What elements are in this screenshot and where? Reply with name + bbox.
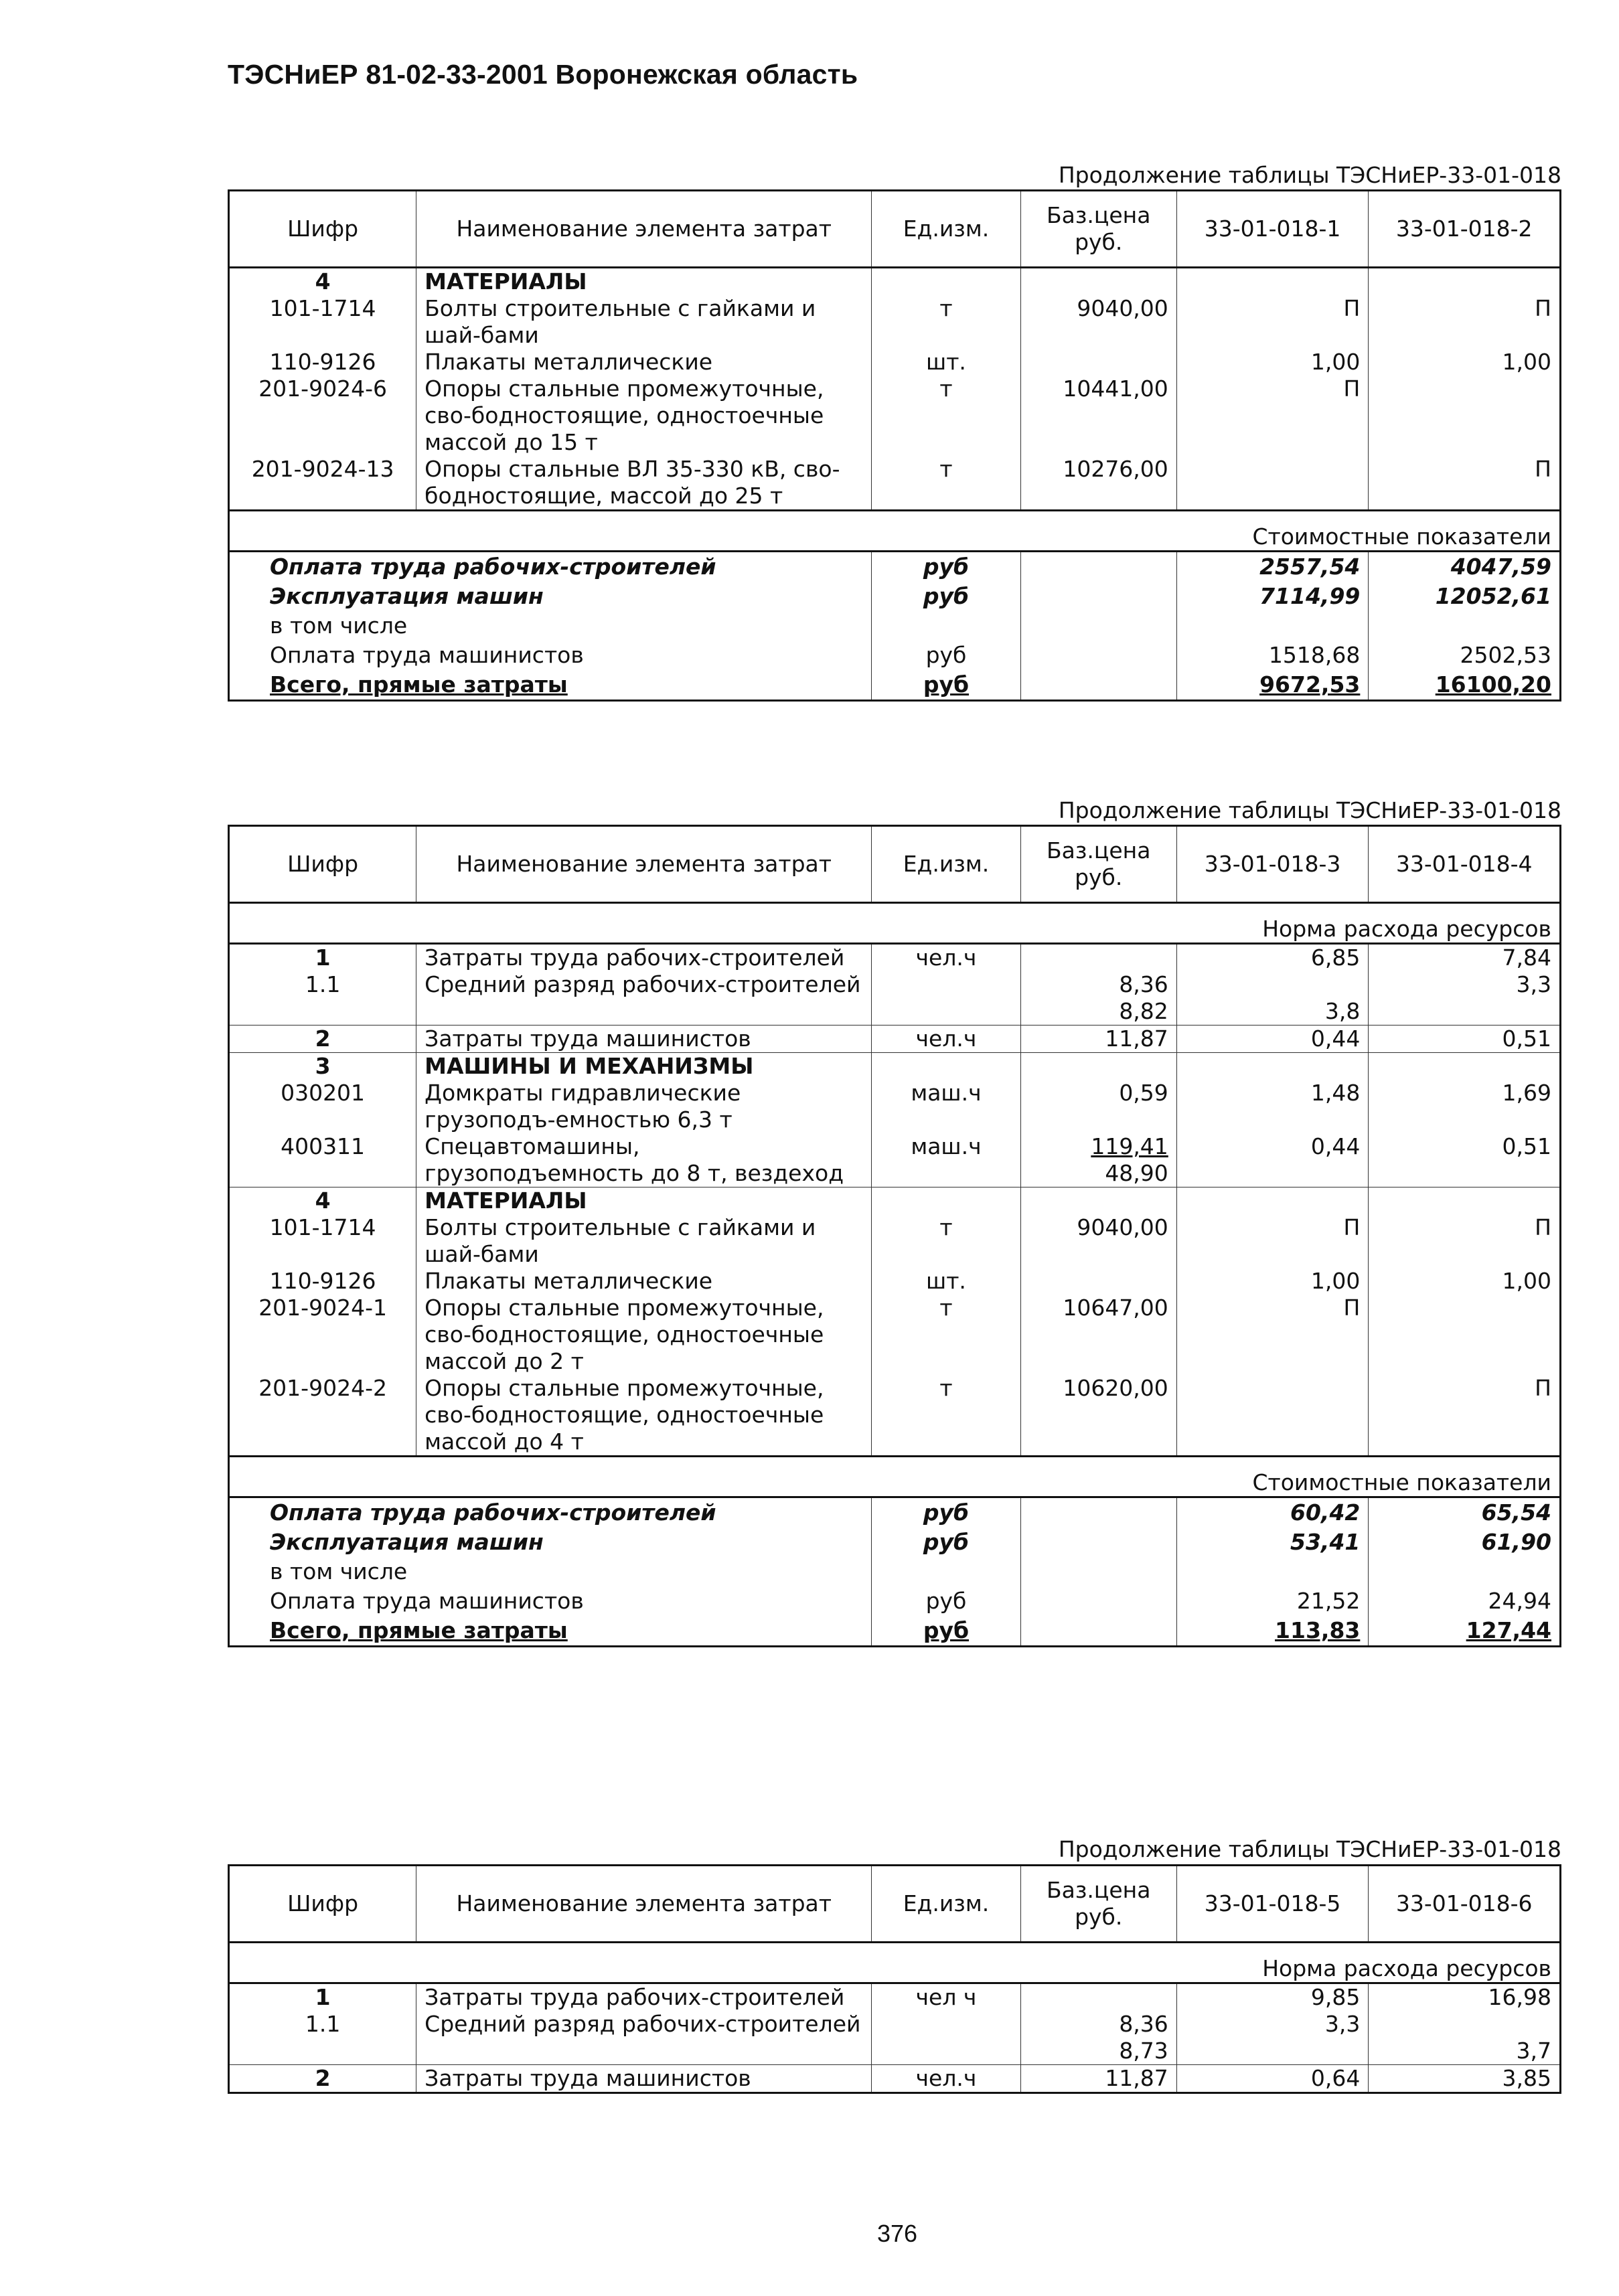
cost-col-a: 9672,53	[1176, 670, 1369, 701]
cell-code: 400311	[229, 1133, 416, 1187]
cost-row	[229, 582, 1561, 611]
cell-code: 1	[229, 944, 416, 972]
cell-unit: чел.ч	[872, 944, 1020, 972]
cost-table	[228, 189, 1561, 702]
cell-col-b: 7,84	[1369, 944, 1561, 972]
cell-name: Плакаты металлические	[416, 349, 872, 376]
cell-col-a: 0,44	[1176, 1026, 1369, 1053]
cost-label: Эксплуатация машин	[229, 1528, 872, 1557]
cell-col-a	[1176, 456, 1369, 511]
cost-unit: руб	[872, 1616, 1020, 1647]
cell-code: 201-9024-1	[229, 1295, 416, 1375]
cost-col-a: 60,42	[1176, 1497, 1369, 1528]
cost-band-row	[229, 1457, 1561, 1497]
section-row	[229, 1053, 1561, 1080]
cell-col-a: 0,64	[1176, 2065, 1369, 2093]
cell-col-a: 0,44	[1176, 1133, 1369, 1187]
cell-col-b: П	[1369, 456, 1561, 511]
header-price: Баз.цена руб.	[1020, 191, 1176, 268]
cell-name: Затраты труда рабочих-строителей	[416, 944, 872, 972]
cost-unit: руб	[872, 552, 1020, 582]
header-unit: Ед.изм.	[872, 1866, 1020, 1943]
cost-label: в том числе	[229, 1557, 872, 1586]
cell-col-b	[1369, 1295, 1561, 1375]
table-row	[229, 944, 1561, 972]
table-caption: Продолжение таблицы ТЭСНиЕР-33-01-018	[1058, 1836, 1561, 1862]
norm-band-row	[229, 1943, 1561, 1983]
cell-code: 201-9024-13	[229, 456, 416, 511]
cost-col-a: 53,41	[1176, 1528, 1369, 1557]
cell-price	[1020, 944, 1176, 972]
cell-code: 101-1714	[229, 1214, 416, 1268]
cell-col-a: П	[1176, 295, 1369, 349]
cost-unit: руб	[872, 641, 1020, 670]
table-row	[229, 2065, 1561, 2093]
cell-price: 11,87	[1020, 2065, 1176, 2093]
table-row	[229, 1295, 1561, 1375]
header-col-b: 33-01-018-6	[1369, 1866, 1561, 1943]
cost-row	[229, 552, 1561, 582]
cell-unit	[872, 2038, 1020, 2065]
cell-code: 2	[229, 2065, 416, 2093]
cell-unit: т	[872, 1214, 1020, 1268]
cell-name: Затраты труда рабочих-строителей	[416, 1983, 872, 2012]
section-number: 3	[229, 1053, 416, 1080]
cost-band-row	[229, 511, 1561, 552]
header-code: Шифр	[229, 826, 416, 903]
cell-col-b: 0,51	[1369, 1026, 1561, 1053]
header-col-a: 33-01-018-1	[1176, 191, 1369, 268]
cell-unit: шт.	[872, 349, 1020, 376]
cost-unit: руб	[872, 1586, 1020, 1616]
cell-code: 101-1714	[229, 295, 416, 349]
cell-col-a: 3,8	[1176, 998, 1369, 1026]
cost-label: Оплата труда машинистов	[229, 1586, 872, 1616]
cost-unit: руб	[872, 1528, 1020, 1557]
cell-unit: т	[872, 376, 1020, 456]
section-number: 4	[229, 268, 416, 296]
cell-price: 10620,00	[1020, 1375, 1176, 1457]
table-row	[229, 1026, 1561, 1053]
section-row	[229, 268, 1561, 296]
table-header-row	[229, 1866, 1561, 1943]
cost-label: Оплата труда машинистов	[229, 641, 872, 670]
cell-code: 201-9024-6	[229, 376, 416, 456]
cell-code: 1.1	[229, 2011, 416, 2038]
header-price: Баз.цена руб.	[1020, 826, 1176, 903]
section-title: МАШИНЫ И МЕХАНИЗМЫ	[416, 1053, 872, 1080]
header-name: Наименование элемента затрат	[416, 826, 872, 903]
cell-col-a: 9,85	[1176, 1983, 1369, 2012]
cell-code: 2	[229, 1026, 416, 1053]
cell-unit	[872, 971, 1020, 998]
cell-name: Средний разряд рабочих-строителей	[416, 971, 872, 998]
cost-band-label: Стоимостные показатели	[229, 511, 1561, 552]
cost-table	[228, 1864, 1561, 2094]
cell-price: 10276,00	[1020, 456, 1176, 511]
cost-band-label: Стоимостные показатели	[229, 1457, 1561, 1497]
cost-label: Всего, прямые затраты	[229, 1616, 872, 1647]
cell-name: Средний разряд рабочих-строителей	[416, 2011, 872, 2038]
cell-code: 201-9024-2	[229, 1375, 416, 1457]
cell-name: Опоры стальные промежуточные, сво-бодностоящие, одностоечные массой до 15 т	[416, 376, 872, 456]
cost-col-a: 21,52	[1176, 1586, 1369, 1616]
cost-unit: руб	[872, 582, 1020, 611]
header-unit: Ед.изм.	[872, 826, 1020, 903]
cell-code	[229, 998, 416, 1026]
header-col-a: 33-01-018-3	[1176, 826, 1369, 903]
cost-col-b: 16100,20	[1369, 670, 1561, 701]
cell-unit	[872, 2011, 1020, 2038]
cost-unit: руб	[872, 1497, 1020, 1528]
cost-col-b: 127,44	[1369, 1616, 1561, 1647]
table-row	[229, 971, 1561, 998]
cell-unit: маш.ч	[872, 1080, 1020, 1133]
cell-name: Домкраты гидравлические грузоподъ-емностью 6,3 т	[416, 1080, 872, 1133]
cost-label: Всего, прямые затраты	[229, 670, 872, 701]
header-name: Наименование элемента затрат	[416, 191, 872, 268]
cell-col-a: 3,3	[1176, 2011, 1369, 2038]
cell-col-b: П	[1369, 1375, 1561, 1457]
table-row	[229, 376, 1561, 456]
table-row	[229, 1214, 1561, 1268]
cell-col-b: П	[1369, 1214, 1561, 1268]
cell-name: Болты строительные с гайками и шай-бами	[416, 1214, 872, 1268]
section-number: 4	[229, 1187, 416, 1215]
cell-name: Спецавтомашины, грузоподъемность до 8 т, вездеход	[416, 1133, 872, 1187]
cell-name	[416, 2038, 872, 2065]
cost-col-b: 61,90	[1369, 1528, 1561, 1557]
cell-name: Опоры стальные ВЛ 35-330 кВ, сво-бодностоящие, массой до 25 т	[416, 456, 872, 511]
cost-row-total	[229, 670, 1561, 701]
cost-label: Оплата труда рабочих-строителей	[229, 552, 872, 582]
cell-price: 9040,00	[1020, 1214, 1176, 1268]
cell-code: 1	[229, 1983, 416, 2012]
header-code: Шифр	[229, 1866, 416, 1943]
table-row	[229, 295, 1561, 349]
cost-row	[229, 1528, 1561, 1557]
cell-name: Затраты труда машинистов	[416, 1026, 872, 1053]
table-row	[229, 1133, 1561, 1187]
cell-code: 030201	[229, 1080, 416, 1133]
page-number: 376	[877, 2220, 918, 2247]
cost-row	[229, 1557, 1561, 1586]
header-name: Наименование элемента затрат	[416, 1866, 872, 1943]
cell-price	[1020, 1983, 1176, 2012]
cell-col-b: 3,7	[1369, 2038, 1561, 2065]
cost-row	[229, 1497, 1561, 1528]
cost-row	[229, 1586, 1561, 1616]
cell-unit: т	[872, 456, 1020, 511]
table-row	[229, 2011, 1561, 2038]
table-header-row	[229, 826, 1561, 903]
cost-table	[228, 825, 1561, 1647]
cell-unit	[872, 998, 1020, 1026]
section-title: МАТЕРИАЛЫ	[416, 268, 872, 296]
cell-name: Плакаты металлические	[416, 1268, 872, 1295]
cell-unit: маш.ч	[872, 1133, 1020, 1187]
cell-name: Болты строительные с гайками и шай-бами	[416, 295, 872, 349]
cost-col-b: 4047,59	[1369, 552, 1561, 582]
cell-col-b	[1369, 998, 1561, 1026]
cost-label: в том числе	[229, 611, 872, 641]
norm-band-row	[229, 903, 1561, 944]
cell-price: 0,59	[1020, 1080, 1176, 1133]
cell-price	[1020, 1133, 1176, 1187]
cell-col-a: П	[1176, 1295, 1369, 1375]
cost-row-total	[229, 1616, 1561, 1647]
cost-col-b: 2502,53	[1369, 641, 1561, 670]
price-base: 119,41	[1091, 1133, 1168, 1159]
cell-col-b	[1369, 2011, 1561, 2038]
cell-col-a	[1176, 1375, 1369, 1457]
cell-col-a: П	[1176, 1214, 1369, 1268]
norm-band-label: Норма расхода ресурсов	[229, 1943, 1561, 1983]
cell-code	[229, 2038, 416, 2065]
table-header-row	[229, 191, 1561, 268]
norm-band-label: Норма расхода ресурсов	[229, 903, 1561, 944]
cell-name: Опоры стальные промежуточные, сво-бодностоящие, одностоечные массой до 2 т	[416, 1295, 872, 1375]
cell-unit: чел.ч	[872, 1026, 1020, 1053]
cell-name	[416, 998, 872, 1026]
cost-label: Эксплуатация машин	[229, 582, 872, 611]
cell-unit: т	[872, 295, 1020, 349]
cell-price: 9040,00	[1020, 295, 1176, 349]
cell-code: 1.1	[229, 971, 416, 998]
cell-col-a: 1,00	[1176, 1268, 1369, 1295]
cell-col-b: 0,51	[1369, 1133, 1561, 1187]
cell-col-a: 6,85	[1176, 944, 1369, 972]
cost-col-a: 7114,99	[1176, 582, 1369, 611]
cell-price: 8,36	[1020, 2011, 1176, 2038]
table-row	[229, 1375, 1561, 1457]
cell-code: 110-9126	[229, 349, 416, 376]
table-caption: Продолжение таблицы ТЭСНиЕР-33-01-018	[1058, 162, 1561, 188]
cell-price: 11,87	[1020, 1026, 1176, 1053]
table-row	[229, 2038, 1561, 2065]
cell-price: 10647,00	[1020, 1295, 1176, 1375]
header-col-a: 33-01-018-5	[1176, 1866, 1369, 1943]
cost-row	[229, 641, 1561, 670]
table-caption: Продолжение таблицы ТЭСНиЕР-33-01-018	[1058, 797, 1561, 823]
cost-row	[229, 611, 1561, 641]
cell-unit: т	[872, 1375, 1020, 1457]
cell-price	[1020, 1268, 1176, 1295]
table-row	[229, 998, 1561, 1026]
table-row	[229, 456, 1561, 511]
cell-price: 10441,00	[1020, 376, 1176, 456]
cost-col-a: 113,83	[1176, 1616, 1369, 1647]
cell-unit: т	[872, 1295, 1020, 1375]
section-row	[229, 1187, 1561, 1215]
header-col-b: 33-01-018-2	[1369, 191, 1561, 268]
cost-col-b: 12052,61	[1369, 582, 1561, 611]
header-code: Шифр	[229, 191, 416, 268]
cell-name: Затраты труда машинистов	[416, 2065, 872, 2093]
section-title: МАТЕРИАЛЫ	[416, 1187, 872, 1215]
cell-unit: чел ч	[872, 1983, 1020, 2012]
cell-price: 8,73	[1020, 2038, 1176, 2065]
cell-col-b	[1369, 376, 1561, 456]
table-row	[229, 1080, 1561, 1133]
cell-code: 110-9126	[229, 1268, 416, 1295]
cost-label: Оплата труда рабочих-строителей	[229, 1497, 872, 1528]
cost-col-b: 65,54	[1369, 1497, 1561, 1528]
cell-unit: шт.	[872, 1268, 1020, 1295]
cell-col-a: 1,48	[1176, 1080, 1369, 1133]
table-row	[229, 1268, 1561, 1295]
cost-col-a: 1518,68	[1176, 641, 1369, 670]
cell-col-b: 1,69	[1369, 1080, 1561, 1133]
cell-col-b: П	[1369, 295, 1561, 349]
cell-col-a: 1,00	[1176, 349, 1369, 376]
cell-price: 8,36	[1020, 971, 1176, 998]
header-col-b: 33-01-018-4	[1369, 826, 1561, 903]
document-title: ТЭСНиЕР 81-02-33-2001 Воронежская область	[228, 59, 858, 90]
cell-unit: чел.ч	[872, 2065, 1020, 2093]
cell-col-b: 3,85	[1369, 2065, 1561, 2093]
table-row	[229, 349, 1561, 376]
cell-col-a: П	[1176, 376, 1369, 456]
cell-col-a	[1176, 971, 1369, 998]
cell-col-b: 16,98	[1369, 1983, 1561, 2012]
cell-price	[1020, 349, 1176, 376]
price-secondary: 48,90	[1105, 1160, 1168, 1186]
cost-col-b: 24,94	[1369, 1586, 1561, 1616]
cell-col-b: 3,3	[1369, 971, 1561, 998]
header-unit: Ед.изм.	[872, 191, 1020, 268]
cell-name: Опоры стальные промежуточные, сво-бодностоящие, одностоечные массой до 4 т	[416, 1375, 872, 1457]
cell-col-a	[1176, 2038, 1369, 2065]
cell-col-b: 1,00	[1369, 349, 1561, 376]
cost-col-a: 2557,54	[1176, 552, 1369, 582]
cost-unit: руб	[872, 670, 1020, 701]
header-price: Баз.цена руб.	[1020, 1866, 1176, 1943]
cell-col-b: 1,00	[1369, 1268, 1561, 1295]
cell-price: 8,82	[1020, 998, 1176, 1026]
table-row	[229, 1983, 1561, 2012]
